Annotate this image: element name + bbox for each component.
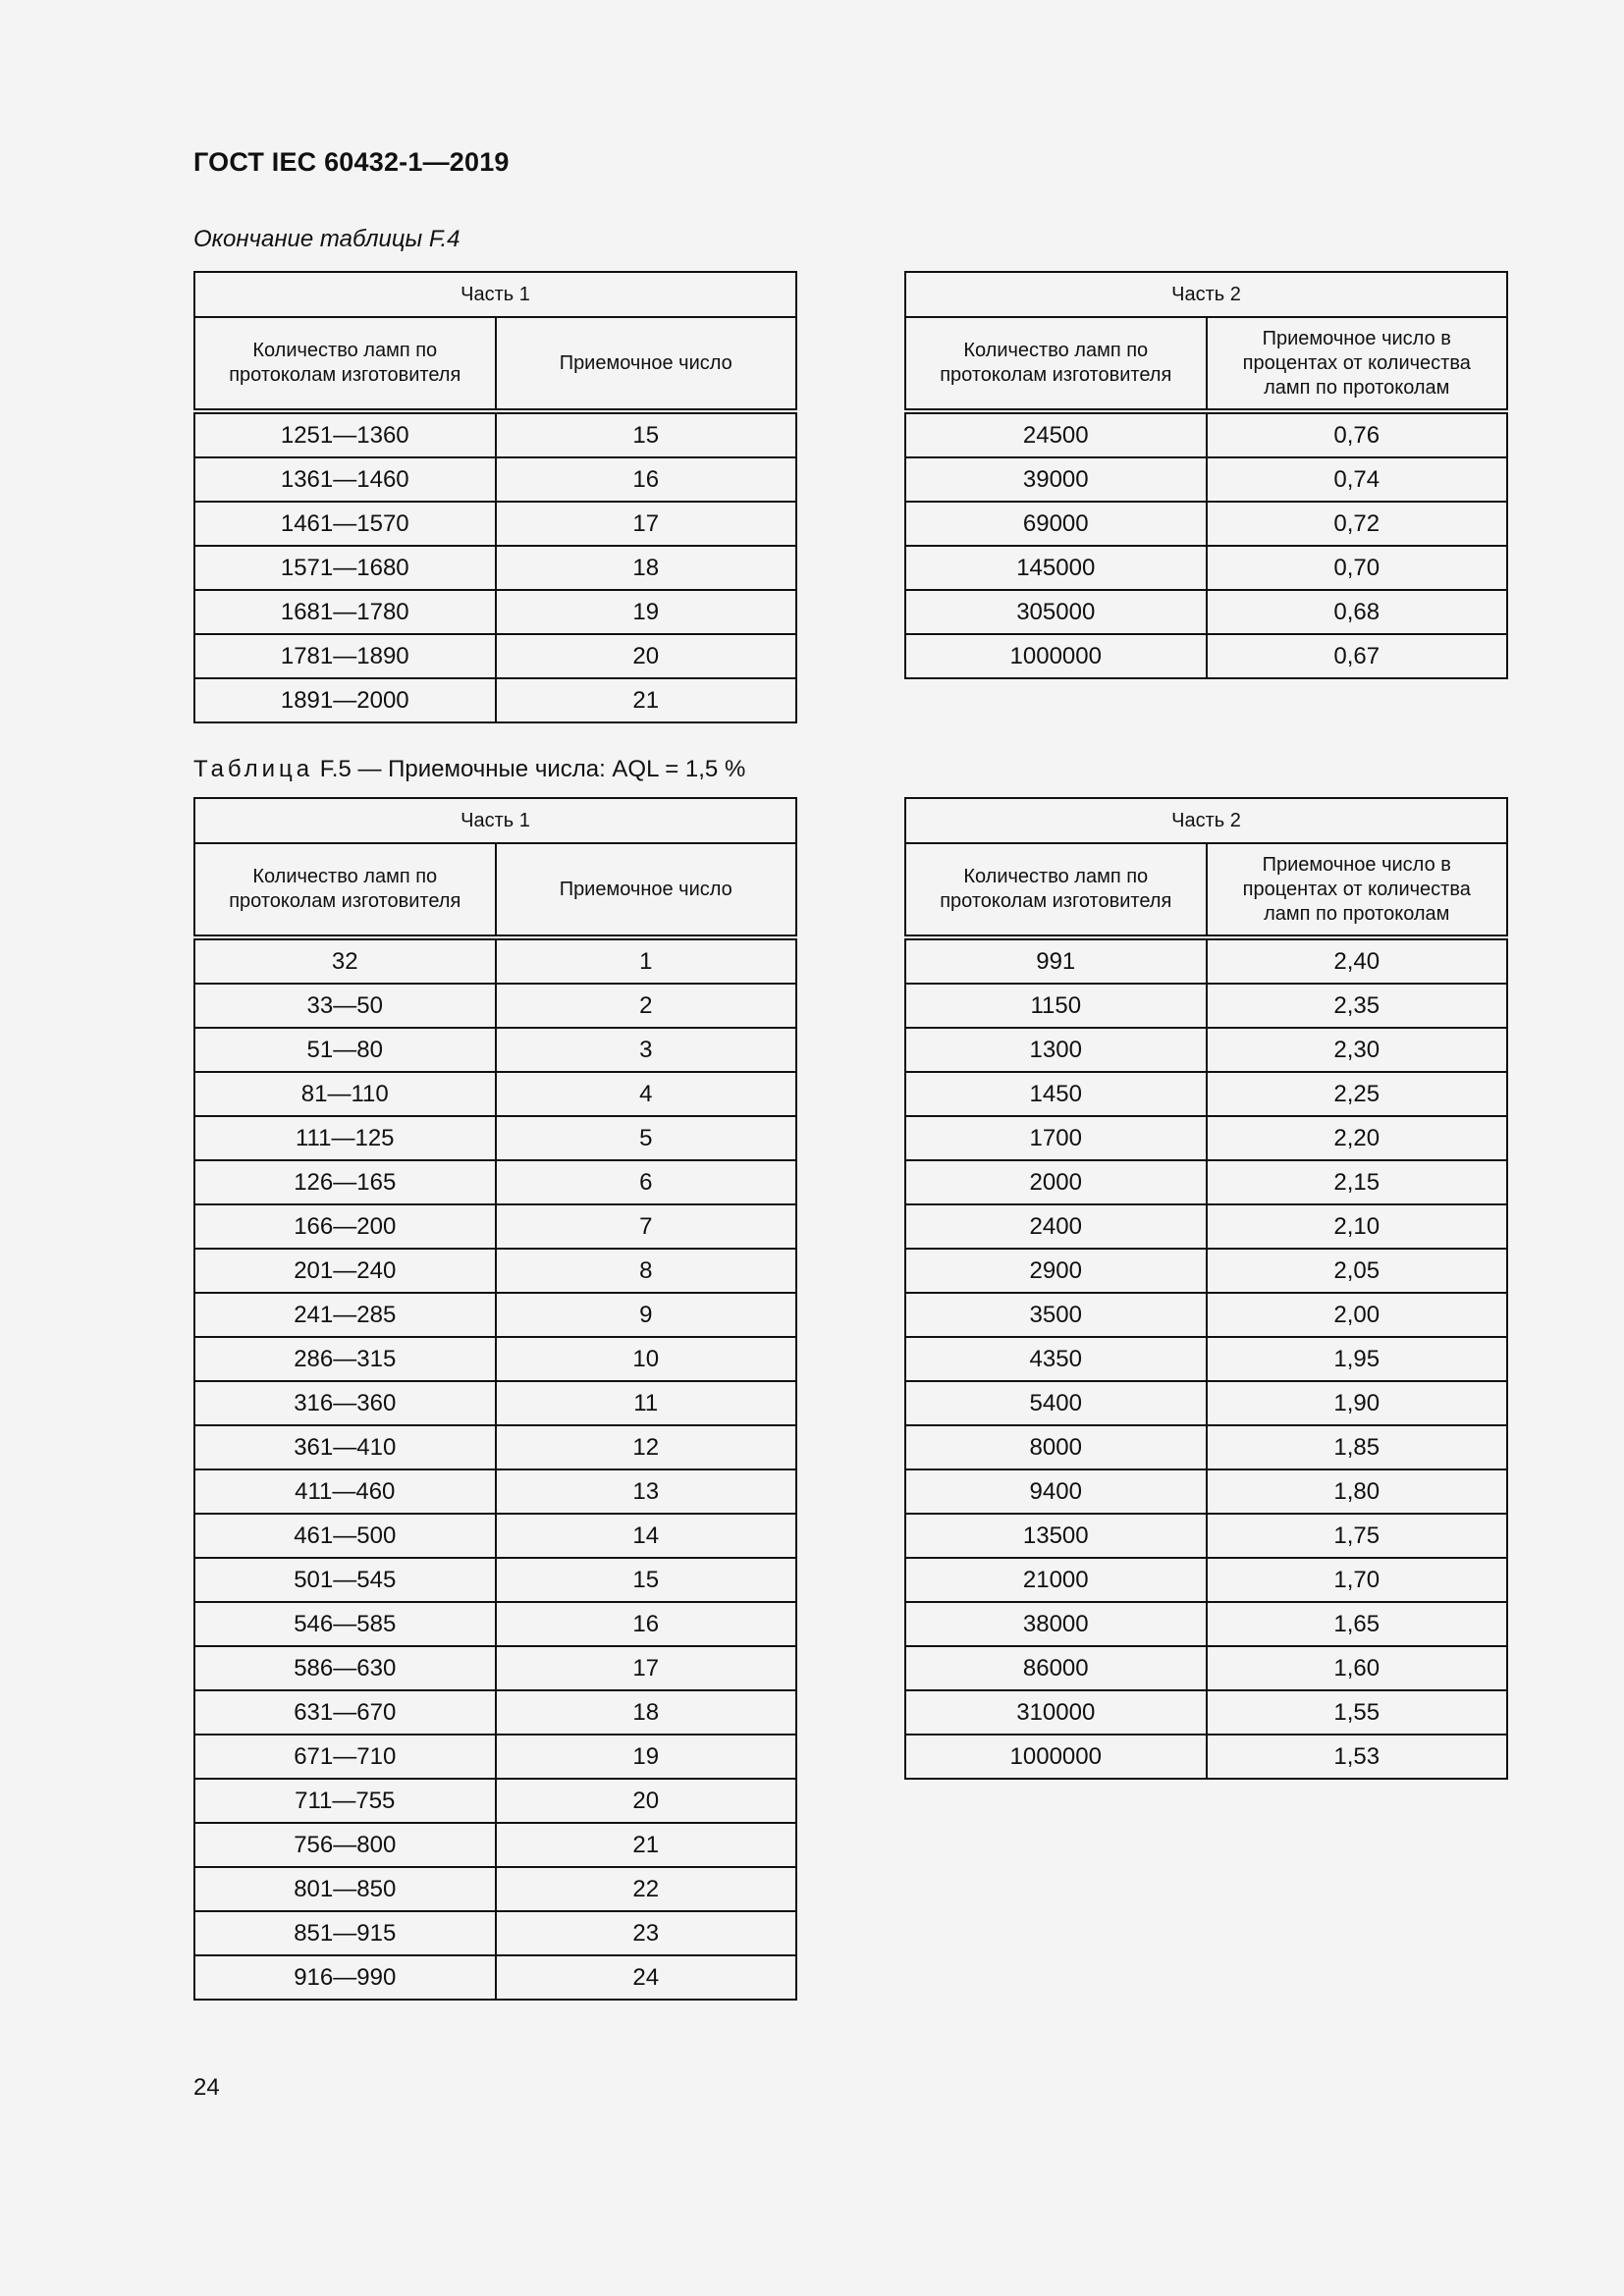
lamp-count-cell: 39000 <box>905 457 1207 502</box>
table-f5-title-text: F.5 — Приемочные числа: AQL = 1,5 % <box>313 756 746 782</box>
acceptance-value-cell: 1,70 <box>1207 1558 1508 1602</box>
lamp-count-cell: 671—710 <box>194 1735 496 1779</box>
table-row <box>905 1469 1507 1514</box>
lamp-count-cell: 1891—2000 <box>194 678 496 722</box>
table-row <box>194 1602 796 1646</box>
acceptance-value-cell: 1,55 <box>1207 1690 1508 1735</box>
acceptance-value-cell: 0,76 <box>1207 411 1508 457</box>
table-row <box>905 457 1507 502</box>
table-row <box>905 1425 1507 1469</box>
acceptance-value-cell: 20 <box>496 1779 797 1823</box>
table-row <box>194 546 796 590</box>
table-row <box>194 1779 796 1823</box>
table-row <box>194 502 796 546</box>
lamp-count-cell: 1361—1460 <box>194 457 496 502</box>
table-row <box>194 1425 796 1469</box>
table-row <box>905 1293 1507 1337</box>
acceptance-value-cell: 1,80 <box>1207 1469 1508 1514</box>
table-row <box>194 457 796 502</box>
table-row <box>194 1955 796 2000</box>
lamp-count-cell: 286—315 <box>194 1337 496 1381</box>
acceptance-value-cell: 2,00 <box>1207 1293 1508 1337</box>
table-row <box>194 1028 796 1072</box>
lamp-count-cell: 126—165 <box>194 1160 496 1204</box>
table-f4-part2 <box>904 271 1508 679</box>
lamp-count-cell: 51—80 <box>194 1028 496 1072</box>
acceptance-value-cell: 13 <box>496 1469 797 1514</box>
table-row <box>194 1911 796 1955</box>
acceptance-value-cell: 2,20 <box>1207 1116 1508 1160</box>
table-f5-title <box>193 756 745 783</box>
lamp-count-cell: 2000 <box>905 1160 1207 1204</box>
lamp-count-cell: 756—800 <box>194 1823 496 1867</box>
lamp-count-cell: 316—360 <box>194 1381 496 1425</box>
table-row <box>194 1735 796 1779</box>
part-title: Часть 2 <box>905 272 1507 317</box>
acceptance-value-cell: 16 <box>496 457 797 502</box>
acceptance-value-cell: 5 <box>496 1116 797 1160</box>
table-row <box>194 1337 796 1381</box>
lamp-count-cell: 24500 <box>905 411 1207 457</box>
table-row <box>905 1735 1507 1779</box>
lamp-count-cell: 916—990 <box>194 1955 496 2000</box>
lamp-count-cell: 1450 <box>905 1072 1207 1116</box>
acceptance-value-cell: 1,75 <box>1207 1514 1508 1558</box>
lamp-count-cell: 305000 <box>905 590 1207 634</box>
acceptance-value-cell: 1,85 <box>1207 1425 1508 1469</box>
table-row <box>905 1160 1507 1204</box>
table-f5-part2 <box>904 797 1508 1780</box>
acceptance-value-cell: 19 <box>496 590 797 634</box>
column-header-lamp-count: Количество ламп по протоколам изготовителя <box>194 317 496 411</box>
lamp-count-cell: 81—110 <box>194 1072 496 1116</box>
acceptance-value-cell: 1,60 <box>1207 1646 1508 1690</box>
lamp-count-cell: 501—545 <box>194 1558 496 1602</box>
lamp-count-cell: 1000000 <box>905 634 1207 678</box>
table-row <box>905 1602 1507 1646</box>
acceptance-value-cell: 17 <box>496 502 797 546</box>
acceptance-value-cell: 23 <box>496 1911 797 1955</box>
lamp-count-cell: 9400 <box>905 1469 1207 1514</box>
lamp-count-cell: 5400 <box>905 1381 1207 1425</box>
part-title: Часть 2 <box>905 798 1507 843</box>
acceptance-value-cell: 8 <box>496 1249 797 1293</box>
lamp-count-cell: 8000 <box>905 1425 1207 1469</box>
column-header-acceptance-number: Приемочное число <box>496 843 797 937</box>
acceptance-value-cell: 7 <box>496 1204 797 1249</box>
lamp-count-cell: 201—240 <box>194 1249 496 1293</box>
table-row <box>194 1072 796 1116</box>
acceptance-value-cell: 24 <box>496 1955 797 2000</box>
table-row <box>905 590 1507 634</box>
lamp-count-cell: 546—585 <box>194 1602 496 1646</box>
acceptance-value-cell: 0,67 <box>1207 634 1508 678</box>
table-row <box>905 546 1507 590</box>
part-title: Часть 1 <box>194 272 796 317</box>
lamp-count-cell: 1781—1890 <box>194 634 496 678</box>
lamp-count-cell: 3500 <box>905 1293 1207 1337</box>
acceptance-value-cell: 2,10 <box>1207 1204 1508 1249</box>
lamp-count-cell: 1300 <box>905 1028 1207 1072</box>
lamp-count-cell: 13500 <box>905 1514 1207 1558</box>
acceptance-value-cell: 1,53 <box>1207 1735 1508 1779</box>
table-row <box>905 1116 1507 1160</box>
lamp-count-cell: 69000 <box>905 502 1207 546</box>
lamp-count-cell: 461—500 <box>194 1514 496 1558</box>
acceptance-value-cell: 4 <box>496 1072 797 1116</box>
acceptance-value-cell: 1,65 <box>1207 1602 1508 1646</box>
acceptance-value-cell: 0,68 <box>1207 590 1508 634</box>
lamp-count-cell: 1000000 <box>905 1735 1207 1779</box>
acceptance-value-cell: 0,74 <box>1207 457 1508 502</box>
lamp-count-cell: 1251—1360 <box>194 411 496 457</box>
table-row <box>194 1690 796 1735</box>
acceptance-value-cell: 15 <box>496 1558 797 1602</box>
lamp-count-cell: 1700 <box>905 1116 1207 1160</box>
table-row <box>194 1514 796 1558</box>
acceptance-value-cell: 11 <box>496 1381 797 1425</box>
lamp-count-cell: 361—410 <box>194 1425 496 1469</box>
acceptance-value-cell: 2,15 <box>1207 1160 1508 1204</box>
acceptance-value-cell: 1,95 <box>1207 1337 1508 1381</box>
acceptance-value-cell: 10 <box>496 1337 797 1381</box>
acceptance-value-cell: 22 <box>496 1867 797 1911</box>
table-row <box>905 984 1507 1028</box>
table-row <box>194 984 796 1028</box>
table-word: Таблица <box>193 756 314 782</box>
lamp-count-cell: 851—915 <box>194 1911 496 1955</box>
lamp-count-cell: 1571—1680 <box>194 546 496 590</box>
acceptance-value-cell: 14 <box>496 1514 797 1558</box>
lamp-count-cell: 38000 <box>905 1602 1207 1646</box>
acceptance-value-cell: 2 <box>496 984 797 1028</box>
column-header-acceptance-number: Приемочное число <box>496 317 797 411</box>
table-row <box>905 1204 1507 1249</box>
table-row <box>194 1867 796 1911</box>
part-title: Часть 1 <box>194 798 796 843</box>
lamp-count-cell: 801—850 <box>194 1867 496 1911</box>
table-row <box>194 1249 796 1293</box>
table-row <box>194 590 796 634</box>
lamp-count-cell: 1150 <box>905 984 1207 1028</box>
lamp-count-cell: 631—670 <box>194 1690 496 1735</box>
table-row <box>905 1249 1507 1293</box>
table-row <box>905 1028 1507 1072</box>
acceptance-value-cell: 18 <box>496 546 797 590</box>
column-header-lamp-count: Количество ламп по протоколам изготовителя <box>905 317 1207 411</box>
column-header-acceptance-percent: Приемочное число в процентах от количества ламп по протоколам <box>1207 317 1508 411</box>
acceptance-value-cell: 2,05 <box>1207 1249 1508 1293</box>
acceptance-value-cell: 2,25 <box>1207 1072 1508 1116</box>
lamp-count-cell: 310000 <box>905 1690 1207 1735</box>
acceptance-value-cell: 2,40 <box>1207 937 1508 984</box>
table-row <box>194 634 796 678</box>
lamp-count-cell: 145000 <box>905 546 1207 590</box>
column-header-lamp-count: Количество ламп по протоколам изготовителя <box>905 843 1207 937</box>
table-row <box>905 1072 1507 1116</box>
table-row <box>194 1558 796 1602</box>
table-row <box>194 678 796 722</box>
table-row <box>905 634 1507 678</box>
lamp-count-cell: 86000 <box>905 1646 1207 1690</box>
acceptance-value-cell: 21 <box>496 678 797 722</box>
lamp-count-cell: 711—755 <box>194 1779 496 1823</box>
lamp-count-cell: 1681—1780 <box>194 590 496 634</box>
lamp-count-cell: 241—285 <box>194 1293 496 1337</box>
table-row <box>905 1690 1507 1735</box>
acceptance-value-cell: 0,70 <box>1207 546 1508 590</box>
lamp-count-cell: 411—460 <box>194 1469 496 1514</box>
acceptance-value-cell: 2,30 <box>1207 1028 1508 1072</box>
table-row <box>905 1337 1507 1381</box>
lamp-count-cell: 33—50 <box>194 984 496 1028</box>
acceptance-value-cell: 17 <box>496 1646 797 1690</box>
table-row <box>194 1293 796 1337</box>
table-row <box>905 1514 1507 1558</box>
table-row <box>194 1823 796 1867</box>
acceptance-value-cell: 2,35 <box>1207 984 1508 1028</box>
lamp-count-cell: 1461—1570 <box>194 502 496 546</box>
column-header-lamp-count: Количество ламп по протоколам изготовителя <box>194 843 496 937</box>
lamp-count-cell: 166—200 <box>194 1204 496 1249</box>
table-row <box>905 1558 1507 1602</box>
page-number: 24 <box>193 2074 220 2101</box>
table-row <box>905 937 1507 984</box>
acceptance-value-cell: 20 <box>496 634 797 678</box>
table-continuation-caption: Окончание таблицы F.4 <box>193 226 460 252</box>
table-f5-part1 <box>193 797 797 2001</box>
acceptance-value-cell: 16 <box>496 1602 797 1646</box>
acceptance-value-cell: 0,72 <box>1207 502 1508 546</box>
lamp-count-cell: 21000 <box>905 1558 1207 1602</box>
acceptance-value-cell: 19 <box>496 1735 797 1779</box>
acceptance-value-cell: 1 <box>496 937 797 984</box>
table-row <box>194 1204 796 1249</box>
acceptance-value-cell: 6 <box>496 1160 797 1204</box>
table-row <box>194 937 796 984</box>
acceptance-value-cell: 15 <box>496 411 797 457</box>
acceptance-value-cell: 9 <box>496 1293 797 1337</box>
lamp-count-cell: 991 <box>905 937 1207 984</box>
acceptance-value-cell: 3 <box>496 1028 797 1072</box>
table-f4-part1 <box>193 271 797 723</box>
acceptance-value-cell: 1,90 <box>1207 1381 1508 1425</box>
lamp-count-cell: 2900 <box>905 1249 1207 1293</box>
table-row <box>194 1469 796 1514</box>
table-row <box>194 1116 796 1160</box>
acceptance-value-cell: 21 <box>496 1823 797 1867</box>
table-row <box>194 1381 796 1425</box>
lamp-count-cell: 2400 <box>905 1204 1207 1249</box>
table-row <box>194 1646 796 1690</box>
table-row <box>194 1160 796 1204</box>
lamp-count-cell: 4350 <box>905 1337 1207 1381</box>
lamp-count-cell: 32 <box>194 937 496 984</box>
document-header: ГОСТ IEC 60432-1—2019 <box>193 147 510 177</box>
table-row <box>194 411 796 457</box>
table-row <box>905 1646 1507 1690</box>
table-row <box>905 411 1507 457</box>
table-row <box>905 502 1507 546</box>
column-header-acceptance-percent: Приемочное число в процентах от количества ламп по протоколам <box>1207 843 1508 937</box>
lamp-count-cell: 586—630 <box>194 1646 496 1690</box>
acceptance-value-cell: 18 <box>496 1690 797 1735</box>
table-row <box>905 1381 1507 1425</box>
acceptance-value-cell: 12 <box>496 1425 797 1469</box>
lamp-count-cell: 111—125 <box>194 1116 496 1160</box>
